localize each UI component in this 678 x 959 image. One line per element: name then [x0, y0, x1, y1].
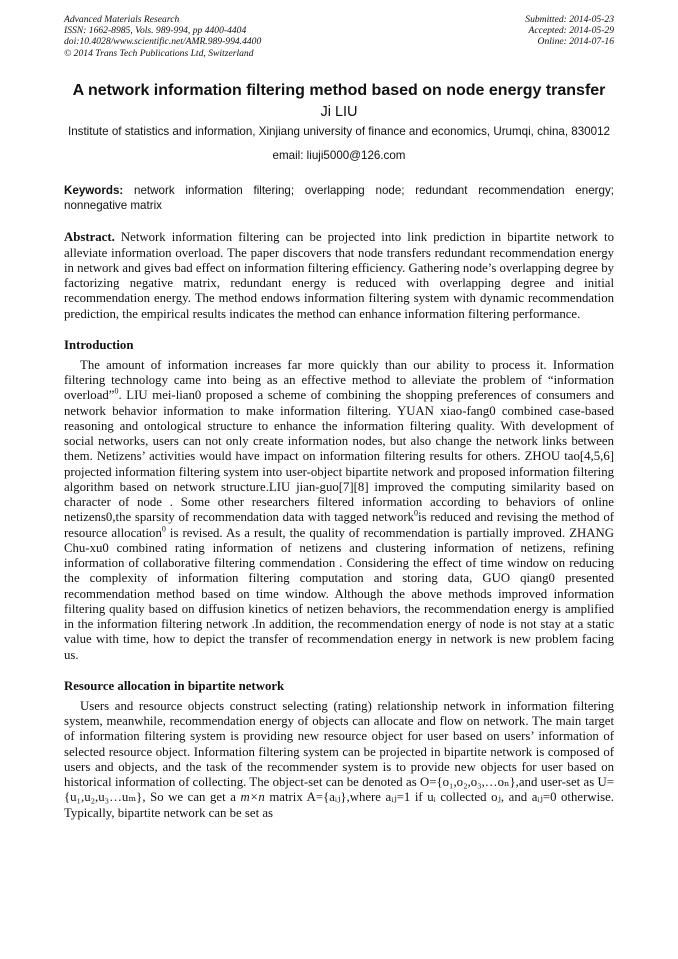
citation-superscript: 0: [114, 387, 119, 397]
header-left: [64, 14, 261, 59]
resource-allocation-heading: Resource allocation in bipartite network: [64, 678, 285, 693]
journal-header: [64, 14, 614, 59]
resource-text: Users and resource objects construct selecting (rating) relationship network in information filtering system, meanwhile, recommendation energy of objects can allocate and flow on network. The main target of information filtering system is providing new resource object for user based on users’ information of selected resource object. Information filtering system can be projected in bipartite network is composed of users and objects, and the task of the recommender system is to provide new objects for user based on historical information of collecting. The object-set can be denoted as: [64, 698, 614, 790]
keywords: [64, 183, 614, 213]
accepted-date: Accepted: 2014-05-29: [528, 25, 614, 37]
resource-text-mid1: ,and user-set as: [515, 775, 595, 790]
online-date: Online: 2014-07-16: [537, 36, 614, 48]
journal-name: Advanced Materials Research: [64, 14, 180, 25]
user-set-formula: U={u₁,u₂,u₃…uₘ}: [64, 775, 614, 805]
resource-text-mid3: matrix: [269, 790, 303, 805]
citation-superscript: 0: [414, 509, 419, 519]
submitted-date: Submitted: 2014-05-23: [525, 14, 614, 25]
keywords-text: network information filtering; overlapping node; redundant recommendation energy; nonnegative matrix: [64, 184, 614, 213]
intro-text-b: . LIU mei-lian0 proposed a scheme of combining the shopping preferences of consumers and network behavior information to make information filtering. YUAN xiao-fang0 combined case-based reasoning and ontological structure to enhance the information filtering quality. With development of social networks, users can not only create information nodes, but also change the network links between them. Netizens’ activities would have impact on information filtering results for others. ZHOU tao[4,5,6] projected information filtering system into user-object bipartite network and proposed information filtering algorithm based on network structure.LIU jian-guo[7][8] improved the computing similarity based on character of node . Some other researchers filtered information according to behaviors of online netizens0,the sparsity of recommendation data with tagged network: [64, 388, 614, 525]
intro-text-d: is revised. As a result, the quality of recommendation is partially improved. ZHANG Chu-xu0 combined rating information of netizens and clustering information of netizens, refining information of collaborative filtering commendation . Considering the effect of time window on reducing the complexity of information filtering computation and storing data, GUO qiang0 presented recommendation method based on time window. Although the above methods improved information filtering quality based on diffusion kinetics of netizen behaviors, the recommendation energy is amplified in the information filtering network .In addition, the recommendation energy of node is not stay at a static value with time, how to depict the transfer of recommendation energy in network is new problem facing us.: [64, 525, 614, 662]
copyright-line: © 2014 Trans Tech Publications Ltd, Switzerland: [64, 47, 254, 59]
issn-line: ISSN: 1662-8985, Vols. 989-994, pp 4400-4404: [64, 25, 247, 37]
author-email: email: liuji5000@126.com: [272, 149, 406, 163]
matrix-dimensions: m×n: [240, 790, 265, 805]
resource-text-mid2: , So we can get a: [142, 790, 236, 805]
adjacency-matrix-definition: A={aᵢⱼ},where aᵢⱼ=1 if uᵢ collected oⱼ, and aᵢⱼ=0 otherwise. Typically, bipartite network can be set as: [64, 790, 614, 820]
paper-title: A network information filtering method based on node energy transfer: [72, 81, 606, 99]
introduction-heading: Introduction: [64, 337, 134, 352]
affiliation: Institute of statistics and information, Xinjiang university of finance and economics, Urumqi, china, 830012: [68, 124, 610, 138]
doi-line: doi:10.4028/www.scientific.net/AMR.989-994.4400: [64, 36, 262, 48]
intro-text-c: is reduced and revising the method of resource allocation: [64, 510, 615, 540]
object-set-formula: O={o₁,o₂,o₃,…oₙ}: [420, 775, 516, 790]
introduction-paragraph: [64, 358, 614, 663]
keywords-label: Keywords:: [64, 184, 124, 198]
abstract-label: Abstract.: [64, 230, 115, 245]
intro-text-a: The amount of information increases far more quickly than our ability to process it. Information filtering technology came into being as an effective method to alleviate the problem of “information overload”: [64, 357, 614, 403]
author-name: Ji LIU: [320, 103, 358, 120]
citation-superscript: 0: [161, 524, 166, 534]
header-right: [525, 14, 614, 59]
abstract-text: Network information filtering can be projected into link prediction in bipartite network to alleviate information overload. The paper discovers that node transfers redundant recommendation energy in network and gives bad effect on information filtering efficiency. Gathering node’s overlapping degree by factorizing negative matrix, redundant energy is reduced with overlapping degree and initial recommendation energy. The method endows information filtering system with dynamic recommendation prediction, the empirical results indicates the method can enhance information filtering performance.: [64, 230, 614, 321]
abstract: [64, 230, 614, 322]
resource-allocation-paragraph: [64, 699, 614, 821]
